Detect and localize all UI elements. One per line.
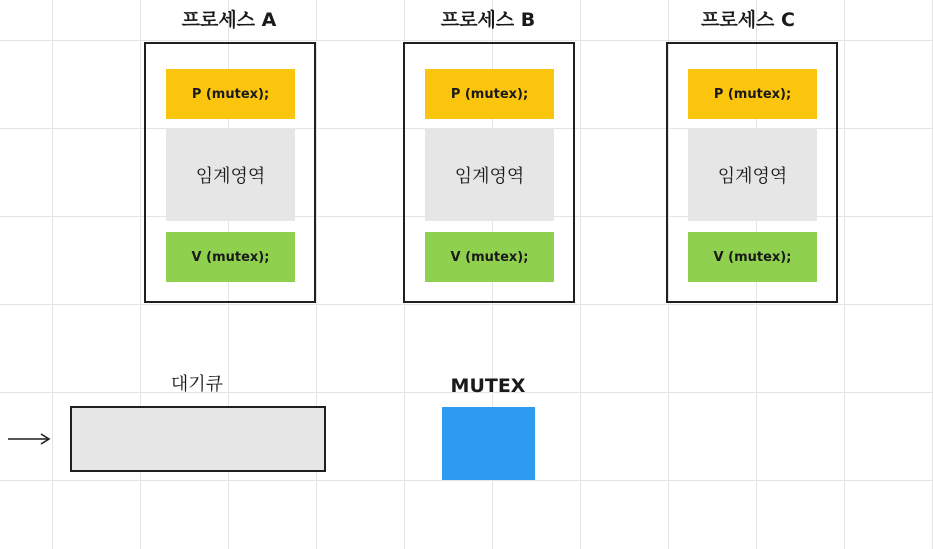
process-b-box[interactable] [403, 42, 575, 303]
process-c-title: 프로세스 C [701, 9, 795, 31]
process-c-p-operation[interactable]: P (mutex); [688, 69, 817, 119]
process-a-title: 프로세스 A [181, 9, 277, 31]
mutex-box[interactable] [442, 407, 535, 480]
process-c-v-operation[interactable]: V (mutex); [688, 232, 817, 282]
process-a-critical-section[interactable]: 임계영역 [166, 128, 295, 221]
process-b-p-operation[interactable]: P (mutex); [425, 69, 554, 119]
process-c-box[interactable] [666, 42, 838, 303]
process-a-box[interactable] [144, 42, 316, 303]
process-b-v-operation[interactable]: V (mutex); [425, 232, 554, 282]
mutex-label: MUTEX [450, 375, 526, 397]
wait-queue-box[interactable] [70, 406, 326, 472]
arrow-right-icon [6, 430, 52, 448]
process-c-critical-section[interactable]: 임계영역 [688, 128, 817, 221]
process-b-title: 프로세스 B [440, 9, 536, 31]
process-b-critical-section[interactable]: 임계영역 [425, 128, 554, 221]
process-a-v-operation[interactable]: V (mutex); [166, 232, 295, 282]
process-a-p-operation[interactable]: P (mutex); [166, 69, 295, 119]
wait-queue-label: 대기큐 [170, 374, 224, 395]
